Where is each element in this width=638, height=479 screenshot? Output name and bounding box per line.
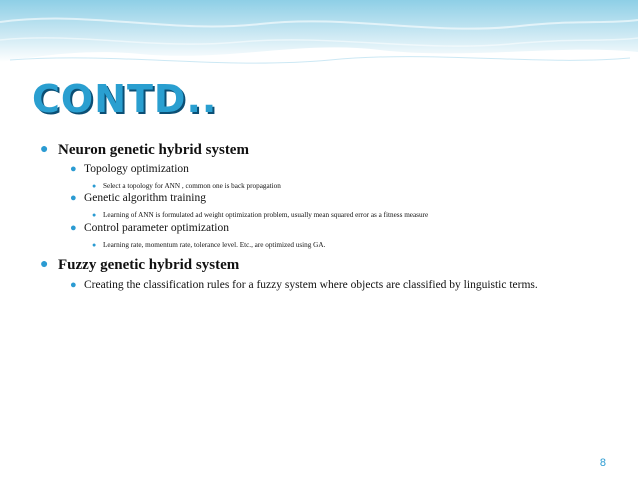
sub-sub-bullet-control-parameter bbox=[92, 241, 326, 249]
bullet-text: Genetic algorithm training bbox=[84, 192, 206, 204]
bullet-text: Neuron genetic hybrid system bbox=[58, 142, 249, 158]
bullet-text: Creating the classification rules for a fuzzy system where objects are classified by linguistic terms. bbox=[84, 279, 538, 291]
sub-sub-bullet-ga-training bbox=[92, 211, 429, 219]
bullet-fuzzy-genetic bbox=[40, 257, 240, 274]
bullet-text: Topology optimization bbox=[84, 163, 189, 175]
sub-bullet-fuzzy-rules bbox=[70, 279, 538, 291]
circle-bullet-icon: ● bbox=[40, 257, 49, 272]
circle-bullet-icon: ● bbox=[40, 142, 49, 157]
circle-bullet-icon: ● bbox=[92, 241, 97, 249]
bullet-text: Fuzzy genetic hybrid system bbox=[58, 257, 240, 273]
circle-bullet-icon: ● bbox=[70, 192, 77, 204]
slide-title: CONTD.. bbox=[32, 77, 218, 121]
bullet-text: Learning rate, momentum rate, tolerance level. Etc., are optimized using GA. bbox=[103, 241, 326, 249]
circle-bullet-icon: ● bbox=[70, 163, 77, 175]
bullet-text: Select a topology for ANN , common one is back propagation bbox=[103, 182, 281, 190]
bullet-text: Learning of ANN is formulated ad weight optimization problem, usually mean squared error as a fitness measure bbox=[103, 211, 429, 219]
circle-bullet-icon: ● bbox=[92, 182, 97, 190]
page-number: 8 bbox=[599, 457, 606, 469]
circle-bullet-icon: ● bbox=[70, 222, 77, 234]
circle-bullet-icon: ● bbox=[92, 211, 97, 219]
sub-sub-bullet-topology bbox=[92, 182, 281, 190]
sub-bullet-control-parameter bbox=[70, 222, 229, 234]
bullet-neuron-genetic bbox=[40, 142, 249, 159]
sub-bullet-topology bbox=[70, 163, 189, 175]
circle-bullet-icon: ● bbox=[70, 279, 77, 291]
bullet-text: Control parameter optimization bbox=[84, 222, 229, 234]
sub-bullet-ga-training bbox=[70, 192, 206, 204]
water-background-decoration bbox=[0, 0, 638, 80]
